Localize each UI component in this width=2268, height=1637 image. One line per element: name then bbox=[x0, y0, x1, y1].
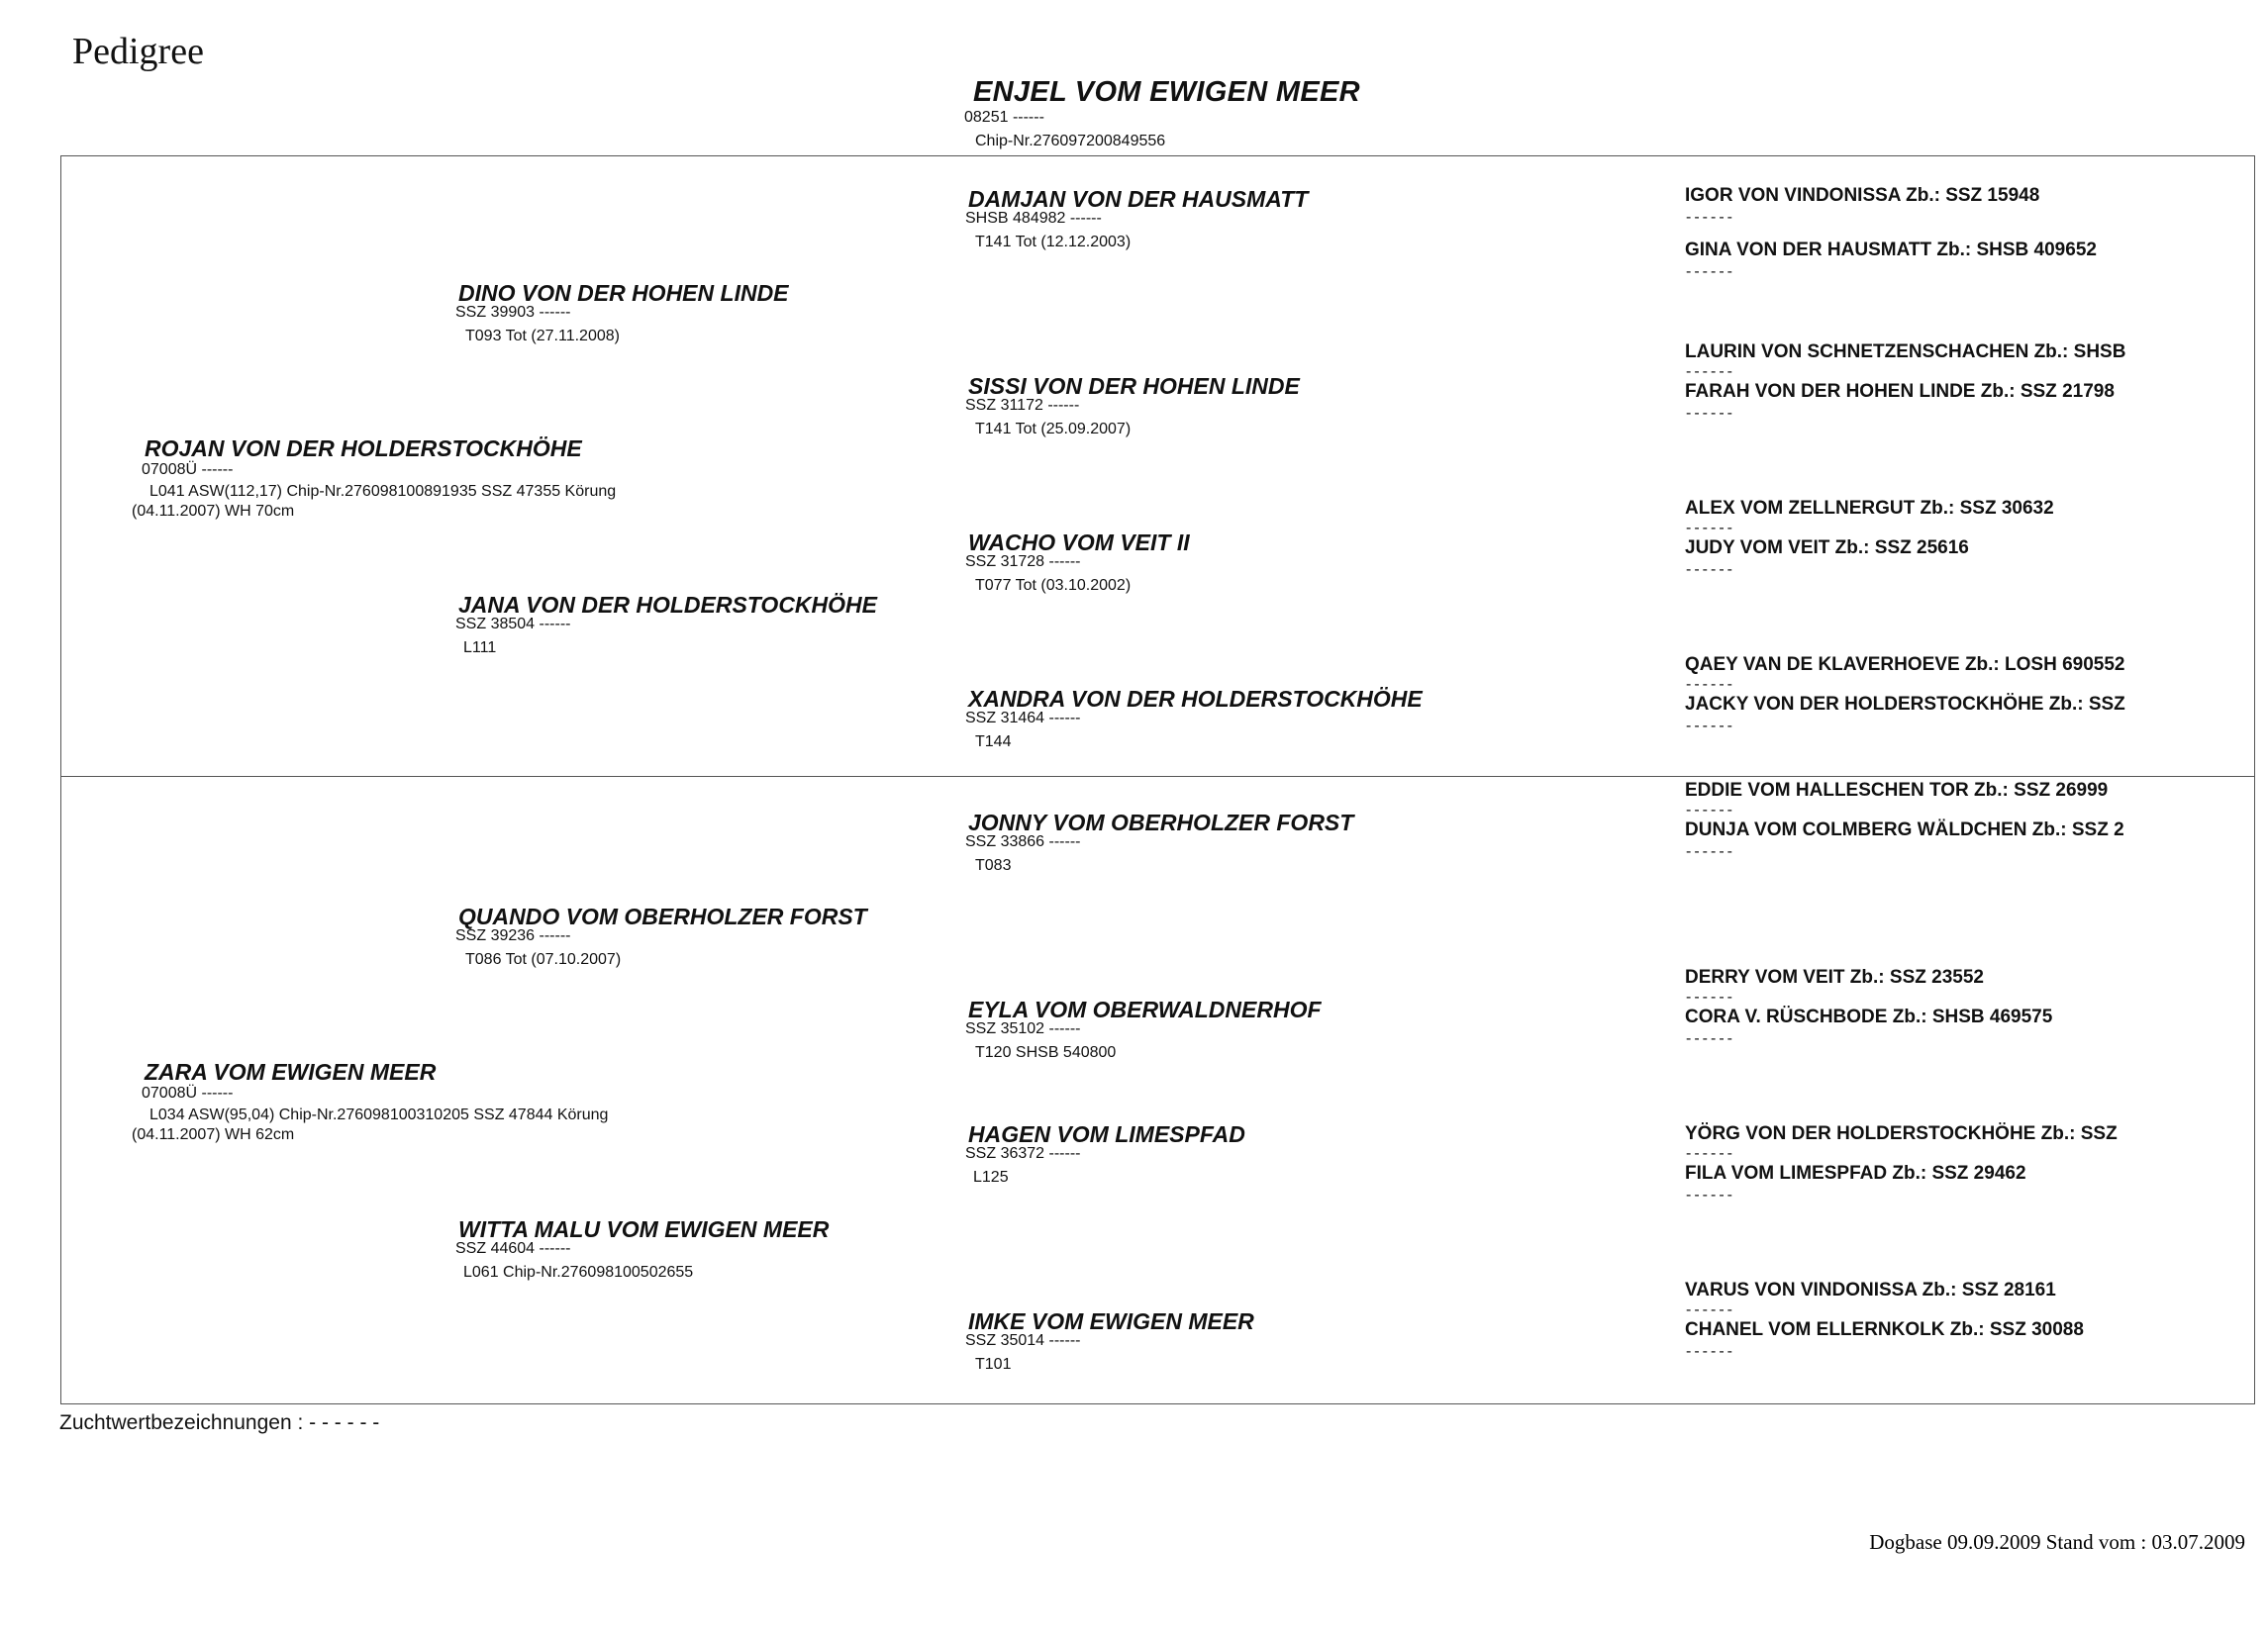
ancestor-name: QAEY VAN DE KLAVERHOEVE Zb.: LOSH 690552 bbox=[1685, 654, 2125, 675]
dam-reg: 07008Ü ------ bbox=[142, 1085, 234, 1102]
ancestor-name: FILA VOM LIMESPFAD Zb.: SSZ 29462 bbox=[1685, 1163, 2026, 1184]
great-grandparent-reg: SSZ 33866 ------ bbox=[965, 833, 1081, 850]
great-grandparent-info: T120 SHSB 540800 bbox=[975, 1044, 1117, 1061]
great-grandparent-reg: SSZ 31172 ------ bbox=[965, 397, 1080, 414]
grandparent-reg: SSZ 44604 ------ bbox=[455, 1240, 571, 1257]
ancestor-dash: ------ bbox=[1686, 263, 1735, 280]
great-grandparent-name: WACHO VOM VEIT II bbox=[968, 530, 1190, 555]
great-grandparent-reg: SSZ 35014 ------ bbox=[965, 1332, 1081, 1349]
ancestor-dash: ------ bbox=[1686, 843, 1735, 860]
sire-info: L041 ASW(112,17) Chip-Nr.276098100891935 SSZ 47355 Körung bbox=[149, 483, 617, 500]
great-grandparent-name: DAMJAN VON DER HAUSMATT bbox=[968, 186, 1309, 212]
great-grandparent-name: IMKE VOM EWIGEN MEER bbox=[968, 1308, 1254, 1334]
great-grandparent-reg: SSZ 36372 ------ bbox=[965, 1145, 1081, 1162]
sire-info-2: (04.11.2007) WH 70cm bbox=[132, 503, 295, 520]
grandparent-name: WITTA MALU VOM EWIGEN MEER bbox=[458, 1216, 830, 1242]
great-grandparent-info: T141 Tot (25.09.2007) bbox=[975, 421, 1132, 437]
ancestor-dash: ------ bbox=[1686, 676, 1735, 693]
ancestor-name: DERRY VOM VEIT Zb.: SSZ 23552 bbox=[1685, 967, 1984, 988]
ancestor-name: ALEX VOM ZELLNERGUT Zb.: SSZ 30632 bbox=[1685, 498, 2054, 519]
great-grandparent-info: T077 Tot (03.10.2002) bbox=[975, 577, 1132, 594]
ancestor-name: JUDY VOM VEIT Zb.: SSZ 25616 bbox=[1685, 537, 1969, 558]
ancestor-dash: ------ bbox=[1686, 1301, 1735, 1318]
ancestor-dash: ------ bbox=[1686, 1343, 1735, 1360]
ancestor-name: CHANEL VOM ELLERNKOLK Zb.: SSZ 30088 bbox=[1685, 1319, 2084, 1340]
ancestor-dash: ------ bbox=[1686, 718, 1735, 734]
dam-info: L034 ASW(95,04) Chip-Nr.276098100310205 SSZ 47844 Körung bbox=[149, 1107, 609, 1123]
ancestor-dash: ------ bbox=[1686, 989, 1735, 1006]
ancestor-name: JACKY VON DER HOLDERSTOCKHÖHE Zb.: SSZ bbox=[1685, 694, 2125, 715]
grandparent-info: T086 Tot (07.10.2007) bbox=[465, 951, 622, 968]
great-grandparent-info: T101 bbox=[975, 1356, 1012, 1373]
grandparent-info: L061 Chip-Nr.276098100502655 bbox=[463, 1264, 694, 1281]
subject-chip: Chip-Nr.276097200849556 bbox=[975, 133, 1166, 149]
great-grandparent-reg: SSZ 31728 ------ bbox=[965, 553, 1081, 570]
ancestor-name: YÖRG VON DER HOLDERSTOCKHÖHE Zb.: SSZ bbox=[1685, 1123, 2118, 1144]
ancestor-name: IGOR VON VINDONISSA Zb.: SSZ 15948 bbox=[1685, 185, 2040, 206]
grandparent-info: T093 Tot (27.11.2008) bbox=[465, 328, 620, 344]
breeding-value-note: Zuchtwertbezeichnungen : - - - - - - bbox=[59, 1411, 380, 1434]
ancestor-name: EDDIE VOM HALLESCHEN TOR Zb.: SSZ 26999 bbox=[1685, 780, 2109, 801]
ancestor-name: VARUS VON VINDONISSA Zb.: SSZ 28161 bbox=[1685, 1280, 2056, 1300]
ancestor-dash: ------ bbox=[1686, 1187, 1735, 1204]
ancestor-dash: ------ bbox=[1686, 802, 1735, 818]
ancestor-name: GINA VON DER HAUSMATT Zb.: SHSB 409652 bbox=[1685, 240, 2097, 260]
ancestor-name: FARAH VON DER HOHEN LINDE Zb.: SSZ 21798 bbox=[1685, 381, 2115, 402]
sire-dam-divider bbox=[60, 776, 2255, 777]
great-grandparent-reg: SSZ 31464 ------ bbox=[965, 710, 1081, 726]
ancestor-name: DUNJA VOM COLMBERG WÄLDCHEN Zb.: SSZ 2 bbox=[1685, 819, 2124, 840]
great-grandparent-name: HAGEN VOM LIMESPFAD bbox=[968, 1121, 1245, 1147]
dam-name: ZARA VOM EWIGEN MEER bbox=[145, 1059, 437, 1085]
grandparent-info: L111 bbox=[463, 639, 497, 656]
ancestor-dash: ------ bbox=[1686, 1145, 1735, 1162]
grandparent-name: JANA VON DER HOLDERSTOCKHÖHE bbox=[458, 592, 877, 618]
great-grandparent-info: T144 bbox=[975, 733, 1012, 750]
great-grandparent-reg: SHSB 484982 ------ bbox=[965, 210, 1102, 227]
great-grandparent-info: L125 bbox=[973, 1169, 1009, 1186]
great-grandparent-reg: SSZ 35102 ------ bbox=[965, 1020, 1081, 1037]
ancestor-dash: ------ bbox=[1686, 1030, 1735, 1047]
subject-reg: 08251 ------ bbox=[964, 109, 1044, 126]
great-grandparent-name: EYLA VOM OBERWALDNERHOF bbox=[968, 997, 1322, 1022]
page-title: Pedigree bbox=[72, 31, 204, 72]
ancestor-dash: ------ bbox=[1686, 520, 1735, 536]
dam-info-2: (04.11.2007) WH 62cm bbox=[132, 1126, 295, 1143]
grandparent-name: QUANDO VOM OBERHOLZER FORST bbox=[458, 904, 867, 929]
ancestor-name: LAURIN VON SCHNETZENSCHACHEN Zb.: SHSB bbox=[1685, 341, 2126, 362]
database-stamp: Dogbase 09.09.2009 Stand vom : 03.07.2009 bbox=[1869, 1530, 2245, 1554]
grandparent-name: DINO VON DER HOHEN LINDE bbox=[458, 280, 789, 306]
grandparent-reg: SSZ 38504 ------ bbox=[455, 616, 571, 632]
grandparent-reg: SSZ 39903 ------ bbox=[455, 304, 571, 321]
sire-reg: 07008Ü ------ bbox=[142, 461, 234, 478]
subject-name: ENJEL VOM EWIGEN MEER bbox=[973, 76, 1360, 108]
grandparent-reg: SSZ 39236 ------ bbox=[455, 927, 571, 944]
great-grandparent-info: T141 Tot (12.12.2003) bbox=[975, 234, 1132, 250]
ancestor-dash: ------ bbox=[1686, 405, 1735, 422]
ancestor-dash: ------ bbox=[1686, 363, 1735, 380]
great-grandparent-name: XANDRA VON DER HOLDERSTOCKHÖHE bbox=[968, 686, 1423, 712]
ancestor-dash: ------ bbox=[1686, 209, 1735, 226]
great-grandparent-info: T083 bbox=[975, 857, 1012, 874]
great-grandparent-name: SISSI VON DER HOHEN LINDE bbox=[968, 373, 1300, 399]
ancestor-dash: ------ bbox=[1686, 561, 1735, 578]
great-grandparent-name: JONNY VOM OBERHOLZER FORST bbox=[968, 810, 1354, 835]
sire-name: ROJAN VON DER HOLDERSTOCKHÖHE bbox=[145, 435, 582, 461]
ancestor-name: CORA V. RÜSCHBODE Zb.: SHSB 469575 bbox=[1685, 1007, 2053, 1027]
